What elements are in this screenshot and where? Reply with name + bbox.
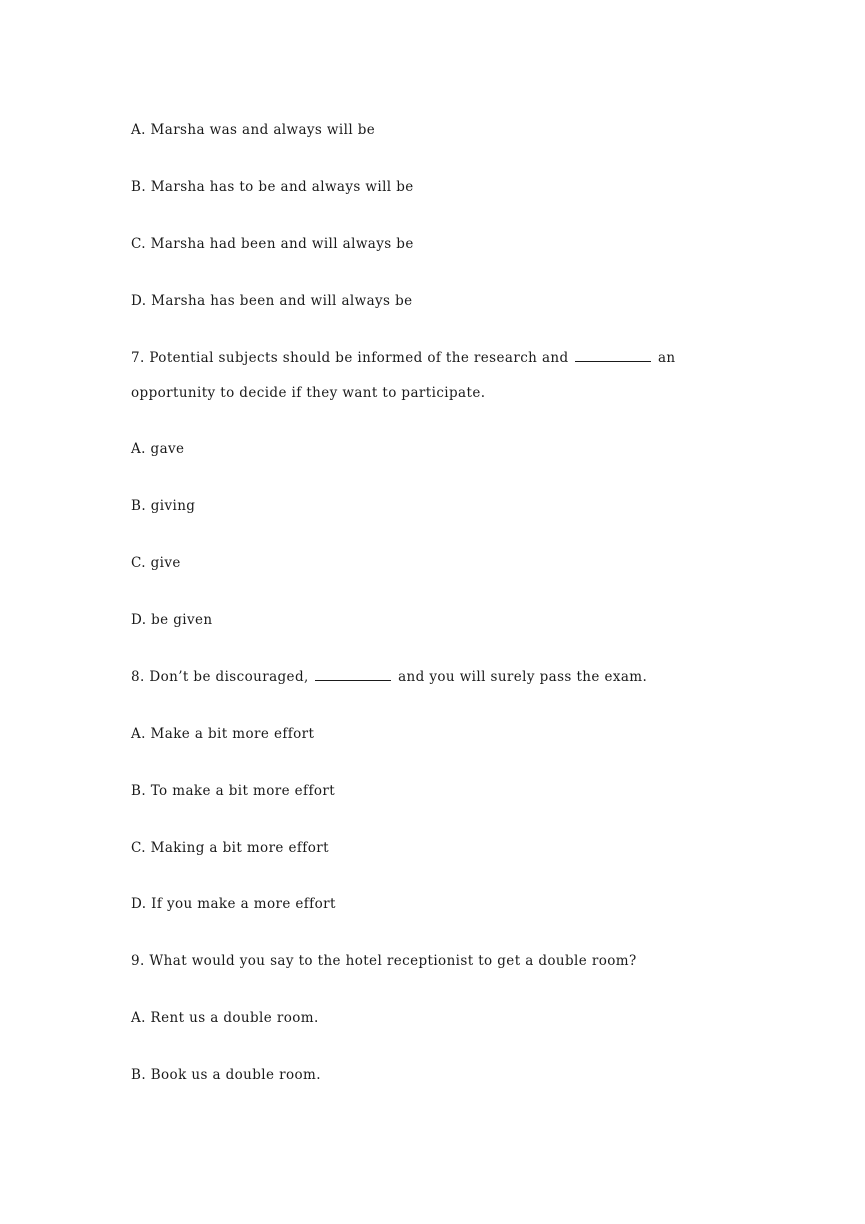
q8-stem-part1: 8. Don’t be discouraged, bbox=[131, 669, 309, 685]
q7-option-c: C. give bbox=[131, 555, 181, 571]
q6-option-d: D. Marsha has been and will always be bbox=[131, 293, 413, 309]
q7-stem-part1: 7. Potential subjects should be informed of the research and bbox=[131, 350, 569, 366]
q9-option-a: A. Rent us a double room. bbox=[131, 1010, 319, 1026]
q9-stem: 9. What would you say to the hotel receptionist to get a double room? bbox=[131, 953, 637, 969]
q9-option-b: B. Book us a double room. bbox=[131, 1067, 321, 1083]
q7-answer-blank bbox=[575, 349, 651, 362]
q7-option-b: B. giving bbox=[131, 498, 196, 514]
q7-stem-line2: opportunity to decide if they want to participate. bbox=[131, 385, 486, 401]
q8-stem-part2: and you will surely pass the exam. bbox=[398, 669, 648, 685]
q8-option-a: A. Make a bit more effort bbox=[131, 726, 315, 742]
q7-stem-part2: an bbox=[657, 350, 676, 366]
q8-stem bbox=[131, 668, 647, 686]
q8-option-d: D. If you make a more effort bbox=[131, 896, 336, 912]
q7-option-a: A. gave bbox=[131, 441, 185, 457]
q7-option-d: D. be given bbox=[131, 612, 213, 628]
q6-option-c: C. Marsha had been and will always be bbox=[131, 236, 414, 252]
q6-option-a: A. Marsha was and always will be bbox=[131, 122, 376, 138]
q8-option-b: B. To make a bit more effort bbox=[131, 783, 336, 799]
q6-option-b: B. Marsha has to be and always will be bbox=[131, 179, 414, 195]
q8-option-c: C. Making a bit more effort bbox=[131, 840, 329, 856]
q8-answer-blank bbox=[315, 668, 391, 681]
q7-stem-line1 bbox=[131, 349, 675, 367]
